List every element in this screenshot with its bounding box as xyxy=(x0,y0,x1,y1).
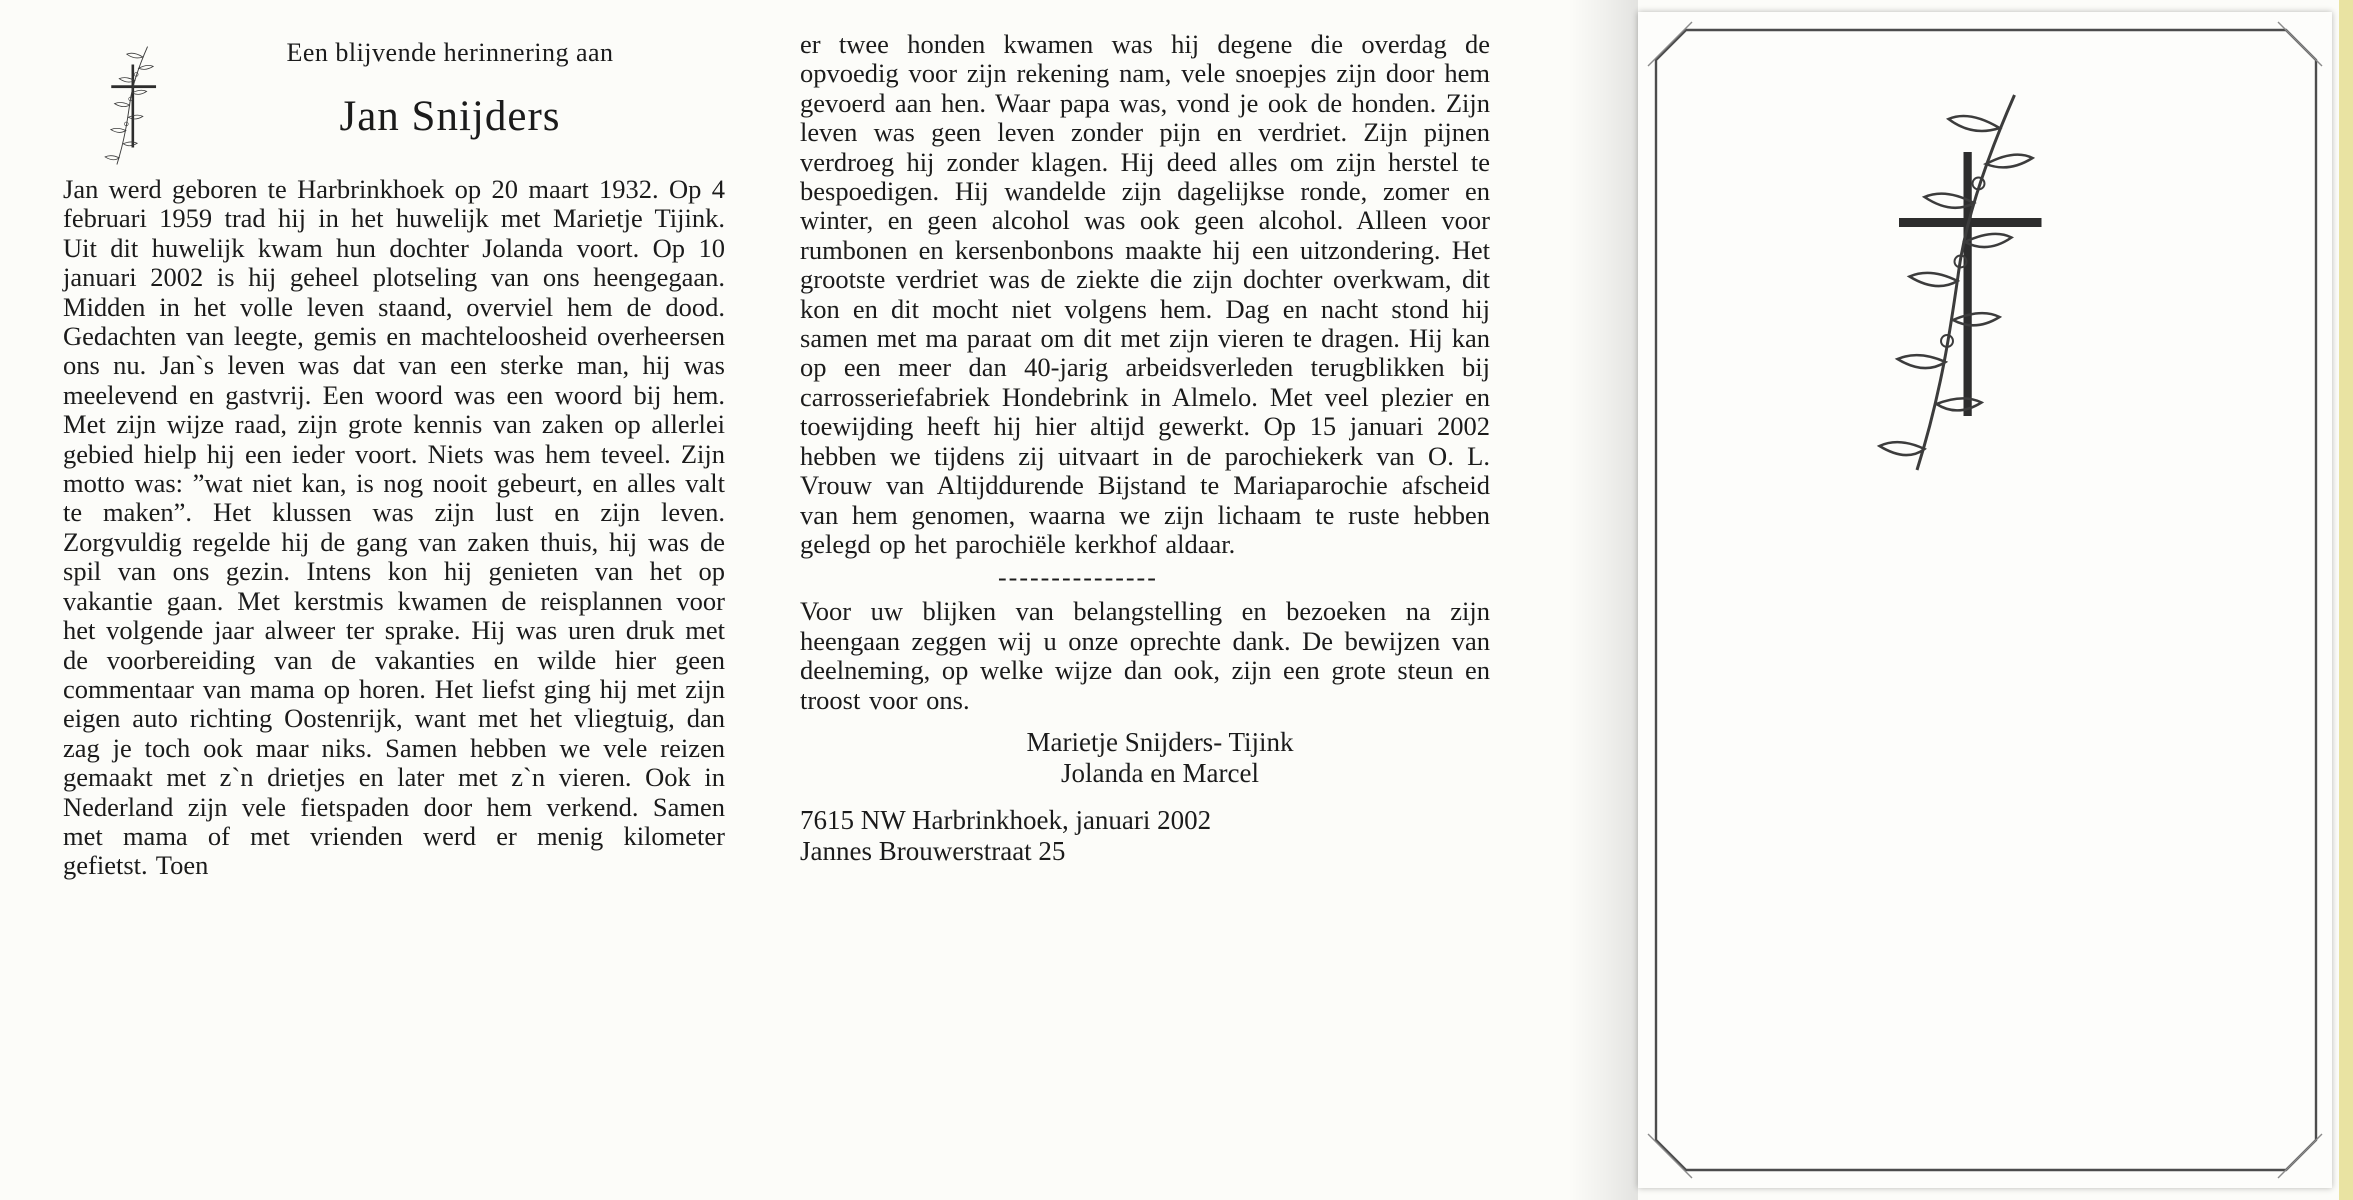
middle-column xyxy=(800,30,1490,867)
scan-edge-strip xyxy=(2339,0,2353,1200)
biography-paragraph-2: er twee honden kwamen was hij degene die overdag de opvoedig voor zijn rekening nam, vele snoepjes zijn door hem gevoerd aan hen. Waar papa was, vond je ook de honden. Zijn leven was geen leven zonder pijn en verdriet. Zijn pijnen verdroeg hij zonder klagen. Hij deed alles om zijn herstel te bespoedigen. Hij wandelde zijn dagelijkse ronde, zomer en winter, en geen alcohol was ook geen alcohol. Alleen voor rumbonen en kersenbonbons maakte hij een uitzondering. Het grootste verdriet was de ziekte die zijn dochter overkwam, dit kon en dit mocht niet volgens hem. Dag en nacht stond hij samen met ma paraat om dit met zijn vieren te dragen. Hij kan op een meer dan 40-jarig arbeidsverleden terugblikken bij carrosseriefabriek Hondebrink in Almelo. Met veel plezier en toewijding heeft hij hier altijd gewerkt. Op 15 januari 2002 hebben we tijdens zij uitvaart in de parochiekerk van O. L. Vrouw van Altijddurende Bijstand te Mariaparochie afscheid van hem genomen, waarna we zijn lichaam te ruste hebben gelegd op het parochiële kerkhof aldaar. xyxy=(800,29,1490,559)
left-column xyxy=(63,38,725,881)
divider-dashes: --------------- xyxy=(998,563,1158,593)
fold-shadow xyxy=(1568,0,1638,1200)
header-text: Een blijvende herinnering aan xyxy=(286,38,614,67)
biography-paragraph-1: Jan werd geboren te Harbrinkhoek op 20 maart 1932. Op 4 februari 1959 trad hij in het huwelijk met Marietje Tijink. Uit dit huwelijk kwam hun dochter Jolanda voort. Op 10 januari 2002 is hij geheel plotseling van ons heengegaan. Midden in het volle leven staand, overviel hem de dood. Gedachten van leegte, gemis en machteloosheid overheersen ons nu. Jan`s leven was dat van een sterke man, hij was meelevend en gastvrij. Een woord was een woord bij hem. Met zijn wijze raad, zijn grote kennis van zaken op allerlei gebied hielp hij een ieder voort. Niets was hem teveel. Zijn motto was: ”wat niet kan, is nog nooit gebeurt, en alles valt te maken”. Het klussen was zijn lust en zijn leven. Zorgvuldig regelde hij de gang van zaken thuis, hij was de spil van ons gezin. Intens kon hij genieten van het op vakantie gaan. Met kerstmis kwamen de reisplannen voor het volgende jaar alweer ter sprake. Hij was uren druk met de voorbereiding van de vakanties en wilde hier geen commentaar van mama op horen. Het liefst ging hij met zijn eigen auto richting Oostenrijk, want met het vliegtuig, dan zag je toch ook maar niks. Samen hebben we vele reizen gemaakt met z`n drietjes en later met z`n vieren. Ook in Nederland zijn vele fietspaden door hem verkend. Samen met mama of met vrienden werd er menig kilometer gefietst. Toen xyxy=(63,174,725,881)
signature-block xyxy=(800,727,1490,789)
deceased-name: Jan Snijders xyxy=(339,93,561,140)
acknowledgement-paragraph: Voor uw blijken van belangstelling en bezoeken na zijn heengaan zeggen wij u onze oprechte dank. De bewijzen van deelneming, op welke wijze dan ook, zijn een grote steun en troost voor ons. xyxy=(800,596,1490,715)
signature-line-2: Jolanda en Marcel xyxy=(1061,757,1259,788)
address-line-2: Jannes Brouwerstraat 25 xyxy=(800,835,1066,866)
address-block xyxy=(800,805,1490,867)
cross-branch-icon xyxy=(1843,74,2087,494)
signature-line-1: Marietje Snijders- Tijink xyxy=(1026,726,1294,757)
title-block xyxy=(175,38,725,141)
cover-panel xyxy=(1638,12,2332,1188)
address-line-1: 7615 NW Harbrinkhoek, januari 2002 xyxy=(800,804,1212,835)
